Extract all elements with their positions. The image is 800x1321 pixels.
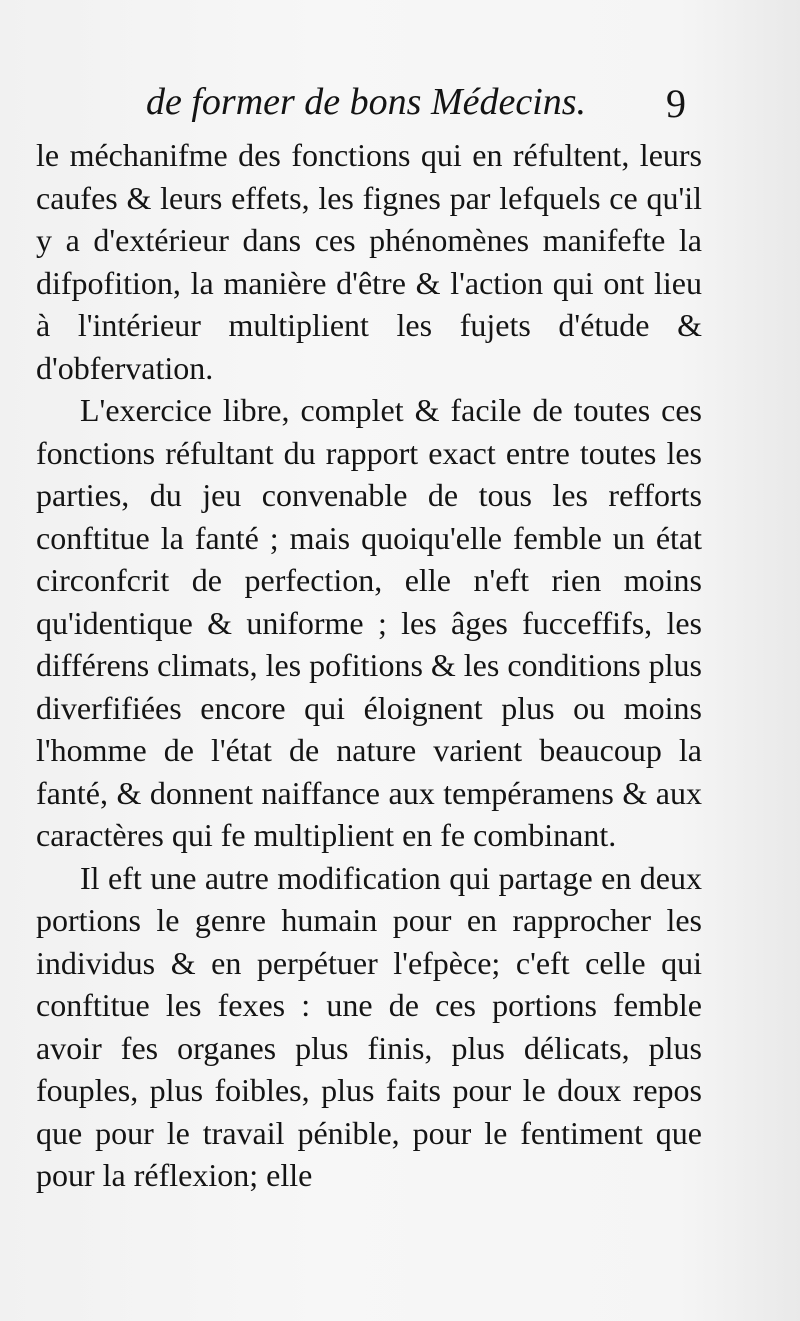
running-head: [146, 80, 686, 128]
paragraph-2: L'exercice libre, complet & facile de toutes ces fonctions réfultant du rapport exact entre toutes les parties, du jeu convenable de tous les refforts conftitue la fanté ; mais quoiqu'elle femble un état circonfcrit de perfection, elle n'eft rien moins qu'identique & uniforme ; les âges fucceffifs, les différens climats, les pofitions & les conditions plus diverfifiées encore qui éloignent plus ou moins l'homme de l'état de nature varient beaucoup la fanté, & donnent naiffance aux tempéramens & aux caractères qui fe multiplient en fe combinant.: [36, 392, 702, 853]
running-title: de former de bons Médecins.: [146, 81, 587, 123]
body-text: [36, 134, 702, 1197]
page-number: 9: [666, 81, 686, 126]
paragraph-3: Il eft une autre modification qui partage en deux portions le genre humain pour en rapprocher les individus & en perpétuer l'efpèce; c'eft celle qui conftitue les fexes : une de ces portions femble avoir fes organes plus finis, plus délicats, plus fouples, plus foibles, plus faits pour le doux repos que pour le travail pénible, pour le fentiment que pour la réflexion; elle: [36, 859, 702, 1193]
paragraph-1: le méchanifme des fonctions qui en réfultent, leurs caufes & leurs effets, les fignes par lefquels ce qu'il y a d'extérieur dans ces phénomènes manifefte la difpofition, la manière d'être & l'action qui ont lieu à l'intérieur multiplient les fujets d'étude & d'obfervation.: [36, 137, 702, 386]
